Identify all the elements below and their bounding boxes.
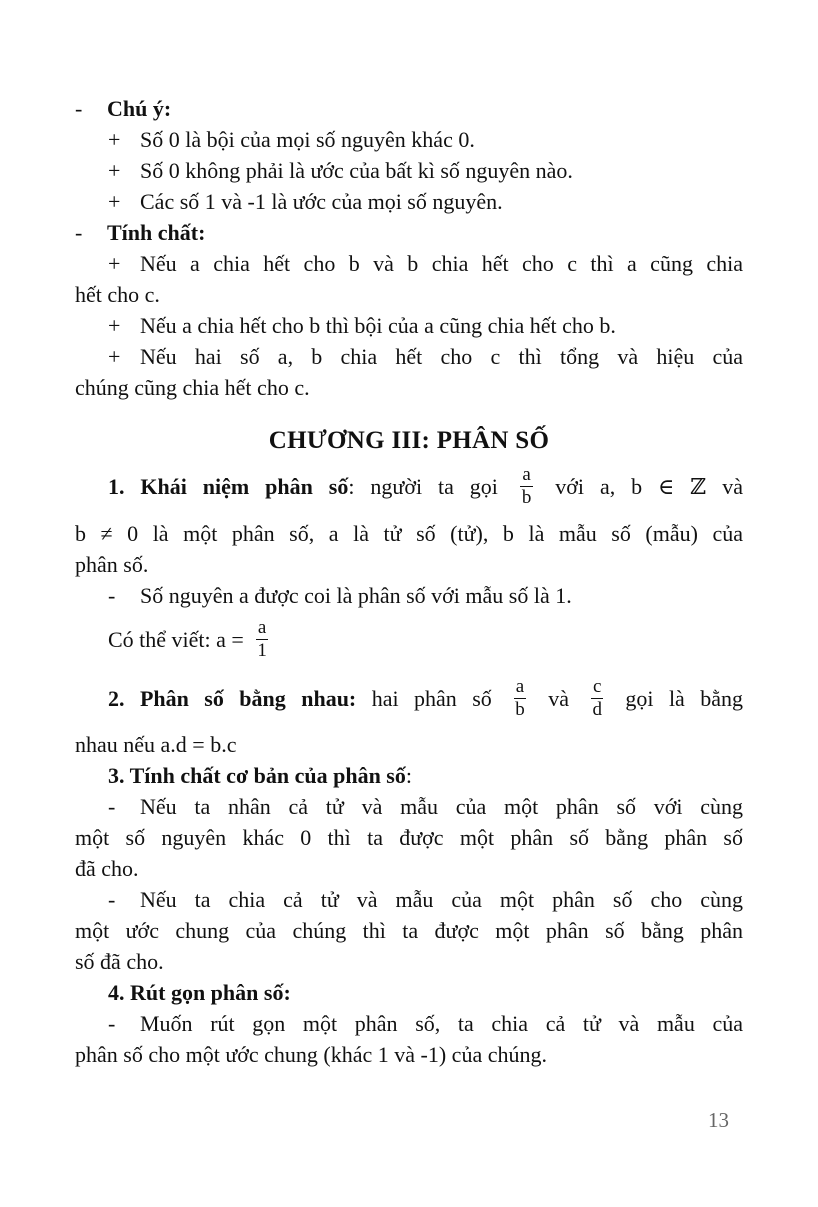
sec3-item-line: số đã cho. xyxy=(75,949,164,974)
property-item-line: + Nếu a chia hết cho b và b chia hết cho c thì a cũng chia xyxy=(108,251,743,276)
property-title: Tính chất: xyxy=(107,220,206,245)
fraction-a-over-b: $\frac{a}{b}$ xyxy=(515,676,525,721)
fraction-a-over-1: $\frac{a}{1}$ xyxy=(257,617,267,662)
sec4-line: - Muốn rút gọn một phân số, ta chia cả tử và mẫu của xyxy=(108,1011,743,1036)
sec2-line2: nhau nếu a.d = b.c xyxy=(75,732,237,757)
sec3-item-line: một ước chung của chúng thì ta được một phân số bằng phân xyxy=(75,918,743,943)
property-item-line: + Nếu hai số a, b chia hết cho c thì tổng và hiệu của xyxy=(108,344,743,369)
sec1-write: Có thể viết: a = $\frac{a}{1}$ xyxy=(108,617,267,662)
note-item: + Số 0 không phải là ước của bất kì số nguyên nào. xyxy=(108,158,573,183)
property-item-line: + Nếu a chia hết cho b thì bội của a cũng chia hết cho b. xyxy=(108,313,616,338)
sec3-item-line: đã cho. xyxy=(75,856,139,881)
sec3-item-line: - Nếu ta nhân cả tử và mẫu của một phân số với cùng xyxy=(108,794,743,819)
sec3-item-line: một số nguyên khác 0 thì ta được một phân số bằng phân số xyxy=(75,825,743,850)
sec3-heading: 3. Tính chất cơ bản của phân số xyxy=(108,763,406,788)
sec2-line1: 2. Phân số bằng nhau: hai phân số $\frac{a}{b}$ và $\frac{c}{d}$ gọi là bằng xyxy=(108,676,744,721)
property-heading xyxy=(75,217,743,248)
page-content xyxy=(75,93,743,1070)
sec1-heading: 1. Khái niệm phân số xyxy=(108,474,349,499)
sec3-heading-line: 3. Tính chất cơ bản của phân số: xyxy=(108,763,412,788)
property-item-line: hết cho c. xyxy=(75,282,160,307)
sec4-line: phân số cho một ước chung (khác 1 và -1) của chúng. xyxy=(75,1042,547,1067)
property-item-line: chúng cũng chia hết cho c. xyxy=(75,375,310,400)
sec4-heading-line xyxy=(75,977,743,1008)
sec1-dash-item: - Số nguyên a được coi là phân số với mẫu số là 1. xyxy=(108,583,572,608)
sec2-heading: 2. Phân số bằng nhau: xyxy=(108,686,357,711)
fraction-c-over-d: $\frac{c}{d}$ xyxy=(592,676,602,721)
sec1-line2: b ≠ 0 là một phân số, a là tử số (tử), b là mẫu số (mẫu) của xyxy=(75,521,743,546)
note-title: Chú ý: xyxy=(107,96,172,121)
note-bullet: - xyxy=(75,96,83,121)
fraction-a-over-b: $\frac{a}{b}$ xyxy=(521,464,532,509)
note-item: + Số 0 là bội của mọi số nguyên khác 0. xyxy=(108,127,475,152)
note-item: + Các số 1 và -1 là ước của mọi số nguyên. xyxy=(108,189,503,214)
sec1-line1: 1. Khái niệm phân số: người ta gọi $\frac{a}{b}$ với a, b ∈ ℤ và xyxy=(108,464,744,509)
sec3-item-line: - Nếu ta chia cả tử và mẫu của một phân số cho cùng xyxy=(108,887,743,912)
sec4-heading: 4. Rút gọn phân số: xyxy=(108,980,291,1005)
page-number: 13 xyxy=(708,1108,729,1132)
property-bullet: - xyxy=(75,220,83,245)
note-heading xyxy=(75,93,743,124)
sec1-line3: phân số. xyxy=(75,552,149,577)
chapter-title: CHƯƠNG III: PHÂN SỐ xyxy=(268,427,550,454)
